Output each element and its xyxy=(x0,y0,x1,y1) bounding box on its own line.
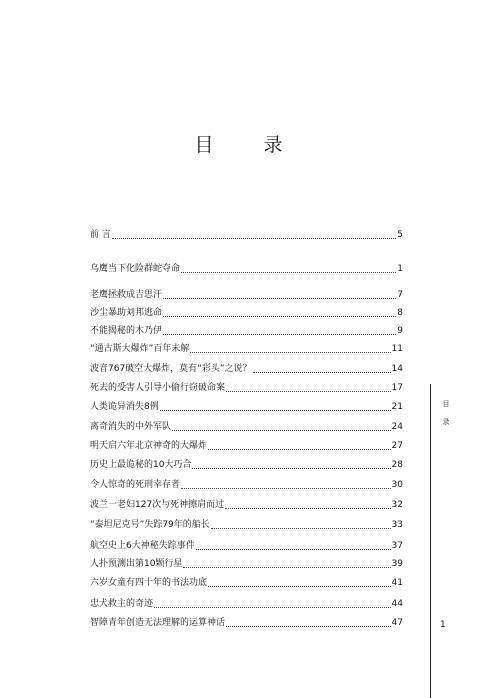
toc-leader-dots xyxy=(163,333,396,335)
toc-leader-dots xyxy=(163,297,396,299)
toc-entry-page: 9 xyxy=(397,326,403,336)
toc-entry[interactable] xyxy=(90,422,403,433)
toc-entry-title: 明天启六年北京神奇的大爆炸 xyxy=(90,441,208,451)
toc-leader-dots xyxy=(226,625,391,627)
toc-entry[interactable] xyxy=(90,599,403,610)
toc-entry[interactable] xyxy=(90,230,403,241)
toc-entry-page: 11 xyxy=(391,344,403,354)
toc-entry[interactable] xyxy=(90,578,403,589)
toc-entry-page: 33 xyxy=(391,520,403,530)
toc-entry[interactable] xyxy=(90,520,403,531)
toc-entry[interactable] xyxy=(90,500,403,511)
toc-entry-page: 39 xyxy=(391,559,403,569)
toc-entry-title: 波兰一老妇127次与死神擦肩而过 xyxy=(90,500,225,510)
toc-entry-page: 8 xyxy=(397,308,403,318)
toc-leader-dots xyxy=(253,371,391,373)
toc-entry-page: 14 xyxy=(391,364,403,374)
toc-entry-title: 人扑预测出第10颗行星 xyxy=(90,559,183,569)
toc-entry[interactable] xyxy=(90,559,403,570)
toc-leader-dots xyxy=(183,566,390,568)
toc-entry-title: 航空史上6大神秘失踪事件 xyxy=(90,541,195,551)
toc-entry[interactable] xyxy=(90,441,403,452)
toc-entry-page: 7 xyxy=(397,290,403,300)
toc-entry-page: 47 xyxy=(391,618,403,628)
toc-entry-page: 41 xyxy=(391,578,403,588)
toc-leader-dots xyxy=(172,429,391,431)
toc-entry-page: 32 xyxy=(391,500,403,510)
toc-entry[interactable] xyxy=(90,364,403,375)
toc-entry-page: 17 xyxy=(391,383,403,393)
toc-entry-title: 乌鹰当下化险群蛇夺命 xyxy=(90,264,181,274)
toc-entry[interactable] xyxy=(90,402,403,413)
toc-entry-page: 30 xyxy=(391,480,403,490)
toc-leader-dots xyxy=(163,315,396,317)
toc-entry[interactable] xyxy=(90,480,403,491)
toc-entry[interactable] xyxy=(90,541,403,552)
toc-entry-page: 28 xyxy=(391,460,403,470)
toc-entry-title: 人类诡异消失8例 xyxy=(90,402,159,412)
toc-entry-title: “泰坦尼克号”失踪79年的船长 xyxy=(90,520,210,530)
toc-entry-title: 六岁女童有四十年的书法功底 xyxy=(90,578,208,588)
toc-entry-title: 历史上最诡秘的10大巧合 xyxy=(90,460,192,470)
toc-entry[interactable] xyxy=(90,618,403,629)
toc-leader-dots xyxy=(226,390,391,392)
toc-entry[interactable] xyxy=(90,290,403,301)
toc-leader-dots xyxy=(192,467,390,469)
toc-leader-dots xyxy=(160,409,391,411)
toc-entry-page: 37 xyxy=(391,541,403,551)
toc-entry-title: 离奇消失的中外军队 xyxy=(90,422,172,432)
toc-leader-dots xyxy=(190,351,390,353)
toc-entry-page: 24 xyxy=(391,422,403,432)
toc-entry-title: 老鹰拯救成吉思汗 xyxy=(90,290,163,300)
page-number: 1 xyxy=(440,620,446,630)
page-title: 目 录 xyxy=(194,134,305,156)
toc-entry[interactable] xyxy=(90,326,403,337)
toc-entry-title: 死去的受害人引导小偷行窃破命案 xyxy=(90,383,226,393)
toc-leader-dots xyxy=(154,606,391,608)
toc-entry-title: 令人惊奇的死刑幸存者 xyxy=(90,480,181,490)
toc-leader-dots xyxy=(208,585,391,587)
toc-entry-title: 智障青年创造无法理解的运算神话 xyxy=(90,618,226,628)
toc-entry-page: 27 xyxy=(391,441,403,451)
toc-entry[interactable] xyxy=(90,460,403,471)
toc-entry-page: 5 xyxy=(397,230,403,240)
toc-entry[interactable] xyxy=(90,383,403,394)
toc-entry[interactable] xyxy=(90,308,403,319)
side-label-bottom: 录 xyxy=(442,418,450,426)
toc-leader-dots xyxy=(181,487,391,489)
toc-entry[interactable] xyxy=(90,264,403,275)
toc-entry-title: “通古斯大爆炸”百年未解 xyxy=(90,344,190,354)
toc-leader-dots xyxy=(211,527,391,529)
toc-leader-dots xyxy=(181,271,396,273)
toc-entry[interactable] xyxy=(90,344,403,355)
toc-leader-dots xyxy=(196,548,391,550)
toc-entry-title: 波音767破空大爆炸，莫有“彩头”之说？ xyxy=(90,364,252,374)
toc-entry-page: 44 xyxy=(391,599,403,609)
toc-leader-dots xyxy=(208,448,391,450)
side-section-label xyxy=(440,395,452,431)
toc-entry-title: 不能揭秘的木乃伊 xyxy=(90,326,163,336)
toc-leader-dots xyxy=(225,507,390,509)
side-label-top: 目 xyxy=(442,400,450,408)
toc-entry-title: 前 言 xyxy=(90,230,111,240)
toc-leader-dots xyxy=(112,237,396,239)
side-divider xyxy=(430,384,431,698)
toc-entry-page: 1 xyxy=(397,264,403,274)
toc-entry-title: 忠犬救主的奇迹 xyxy=(90,599,154,609)
toc-entry-page: 21 xyxy=(391,402,403,412)
toc-entry-title: 沙尘暴助刘邦逃命 xyxy=(90,308,163,318)
